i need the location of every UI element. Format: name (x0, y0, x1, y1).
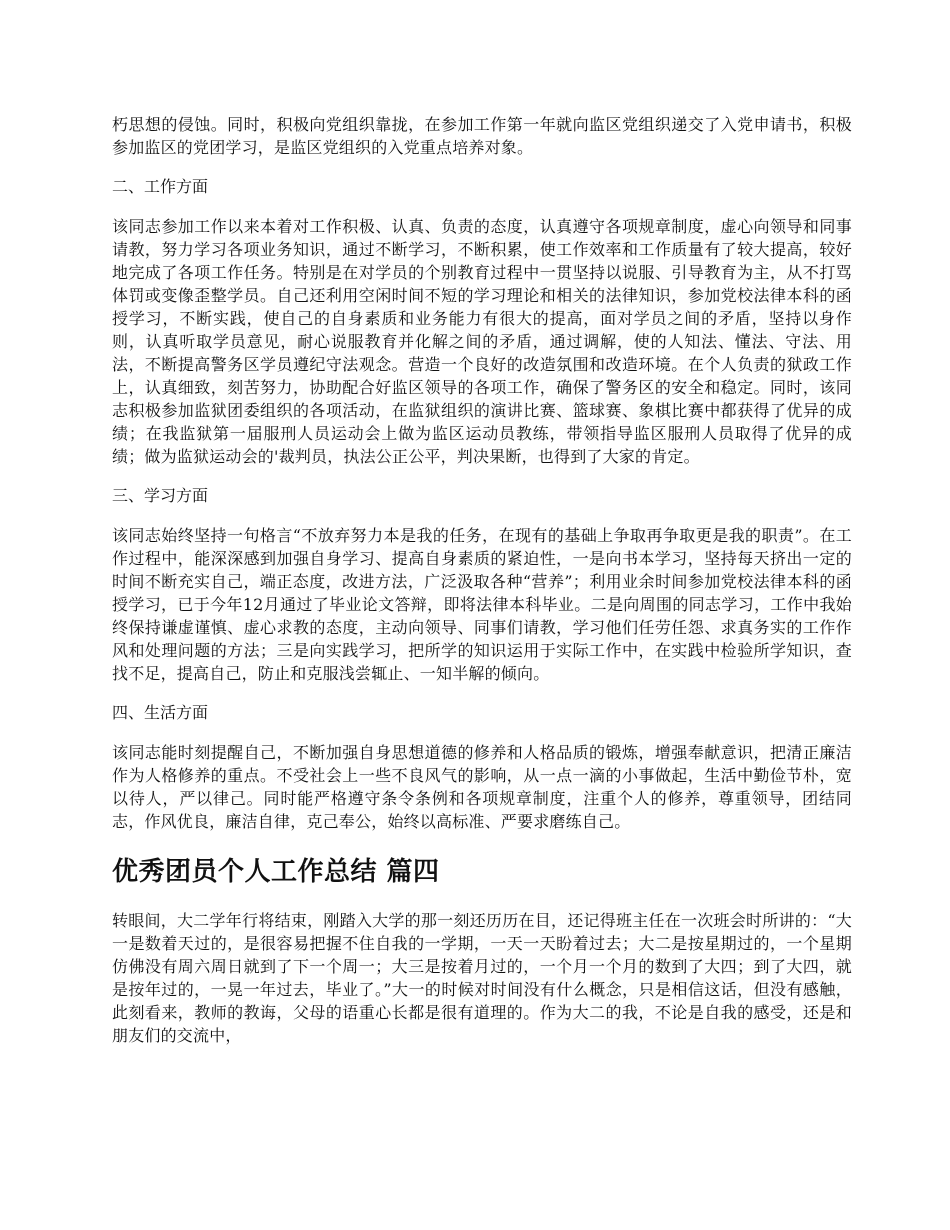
heading-work-aspect: 二、工作方面 (112, 177, 209, 196)
document-page (112, 113, 852, 1047)
paragraph-party-membership: 朽思想的侵蚀。同时，积极向党组织靠拢，在参加工作第一年就向监区党组织递交了入党申请书，积极参加监区的党团学习，是监区党组织的入党重点培养对象。 (112, 115, 852, 157)
heading-study-aspect: 三、学习方面 (112, 486, 209, 505)
paragraph-sophomore-summary: 转眼间，大二学年行将结束，刚踏入大学的那一刻还历历在目，还记得班主任在一次班会时所讲的：“大一是数着天过的，是很容易把握不住自我的一学期，一天一天盼着过去；大二是按星期过的，一个星期仿佛没有周六周日就到了下一个周一；大三是按着月过的，一个月一个月的数到了大四；到了大四，就是按年过的，一晃一年过去，毕业了。”大一的时候对时间没有什么概念，只是相信这话，但没有感触，此刻看来，教师的教诲，父母的语重心长都是很有道理的。作为大二的我，不论是自我的感受，还是和朋友们的交流中， (112, 911, 852, 1045)
heading-life-aspect: 四、生活方面 (112, 703, 209, 722)
paragraph-life-aspect: 该同志能时刻提醒自己，不断加强自身思想道德的修养和人格品质的锻炼，增强奉献意识，把清正廉洁作为人格修养的重点。不受社会上一些不良风气的影响，从一点一滴的小事做起，生活中勤俭节朴，宽以待人，严以律己。同时能严格遵守条令条例和各项规章制度，注重个人的修养，尊重领导，团结同志，作风优良，廉洁自律，克己奉公，始终以高标准、严要求磨练自己。 (112, 743, 852, 831)
section-title: 优秀团员个人工作总结 篇四 (112, 857, 440, 887)
paragraph-study-aspect: 该同志始终坚持一句格言“不放弃努力本是我的任务，在现有的基础上争取再争取更是我的职责”。在工作过程中，能深深感到加强自身学习、提高自身素质的紧迫性，一是向书本学习，坚持每天挤出一定的时间不断充实自己，端正态度，改进方法，广泛汲取各种“营养”；利用业余时间参加党校法律本科的函授学习，已于今年12月通过了毕业论文答辩，即将法律本科毕业。二是向周围的同志学习，工作中我始终保持谦虚谨慎、虚心求教的态度，主动向领导、同事们请教，学习他们任劳任怨、求真务实的工作作风和处理问题的方法；三是向实践学习，把所学的知识运用于实际工作中，在实践中检验所学知识，查找不足，提高自己，防止和克服浅尝辄止、一知半解的倾向。 (112, 526, 852, 683)
paragraph-work-aspect: 该同志参加工作以来本着对工作积极、认真、负责的态度，认真遵守各项规章制度，虚心向领导和同事请教，努力学习各项业务知识，通过不断学习，不断积累，使工作效率和工作质量有了较大提高，较好地完成了各项工作任务。特别是在对学员的个别教育过程中一贯坚持以说服、引导教育为主，从不打骂体罚或变像歪整学员。自己还利用空闲时间不短的学习理论和相关的法律知识，参加党校法律本科的函授学习，不断实践，使自己的自身素质和业务能力有很大的提高，面对学员之间的矛盾，坚持以身作则，认真听取学员意见，耐心说服教育并化解之间的矛盾，通过调解，使的人知法、懂法、守法、用法，不断提高警务区学员遵纪守法观念。营造一个良好的改造氛围和改造环境。在个人负责的狱政工作上，认真细致，刻苦努力，协助配合好监区领导的各项工作，确保了警务区的安全和稳定。同时，该同志积极参加监狱团委组织的各项活动，在监狱组织的演讲比赛、篮球赛、象棋比赛中都获得了优异的成绩；在我监狱第一届服刑人员运动会上做为监区运动员教练，带领指导监区服刑人员取得了优异的成绩；做为监狱运动会的'裁判员，执法公正公平，判决果断，也得到了大家的肯定。 (112, 217, 852, 466)
